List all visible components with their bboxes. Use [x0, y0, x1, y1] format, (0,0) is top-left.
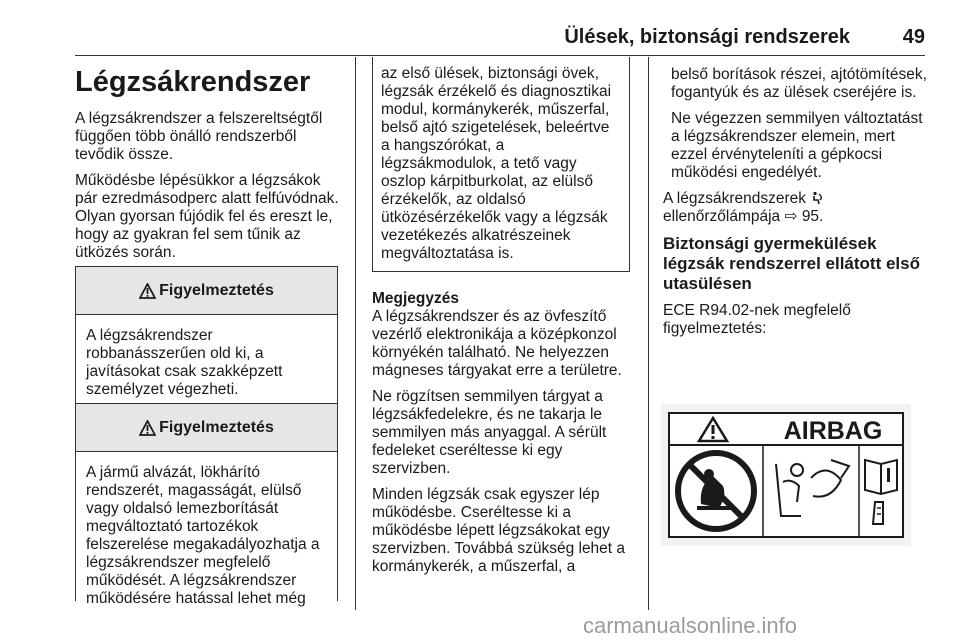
column-3-text	[663, 66, 927, 346]
column-1-text	[75, 110, 341, 270]
airbag-warning-label	[661, 404, 911, 546]
ece-text: ECE R94.02-nek megfelelő figyelmeztetés:	[663, 302, 851, 337]
column-divider-2	[648, 57, 649, 610]
lamp-text: A légzsákrendszerek	[663, 190, 807, 207]
warning-triangle-icon	[139, 420, 156, 436]
page-header	[75, 20, 925, 56]
warning-text: A jármű alvázát, lökhárító rendszerét, magasságát, elülső vagy oldalsó lemezborítását megváltoztató tartozékok felszerelése megakadályozhatja a légzsákrendszer megfelelő működését. A légzsákrendszer működésére hatással lehet még	[86, 464, 320, 607]
watermark: carmanualsonline.info	[583, 613, 798, 638]
intro-paragraph: A légzsákrendszer a felszereltségtől függően több önálló rendszerből tevődik össze.	[75, 110, 323, 163]
airbag-seat-icon	[810, 191, 824, 205]
warning-title: Figyelmeztetés	[159, 418, 274, 436]
warning-continuation-box	[372, 57, 630, 272]
warning-box-1	[75, 266, 338, 408]
note-title: Megjegyzés	[372, 290, 460, 307]
warning-triangle-icon	[139, 283, 156, 299]
lamp-text-2: ellenőrzőlámpája	[663, 208, 781, 225]
modification-paragraph: Ne végezzen semmilyen változtatást a légzsákrendszer elemein, mert ezzel érvényteleníti a gépkocsi működési engedélyét.	[671, 110, 923, 181]
page-number: 49	[902, 26, 925, 48]
page-ref-arrow-icon: ⇨	[784, 208, 798, 225]
lamp-page-ref[interactable]: 95.	[801, 208, 824, 225]
warning-lamp-paragraph	[663, 190, 927, 226]
warning-header	[76, 404, 337, 452]
warning-text: A légzsákrendszer robbanásszerűen old ki, a javításokat csak szakképzett személyzet végezheti.	[86, 327, 283, 398]
column-divider-1	[355, 57, 356, 610]
warning-header	[76, 267, 337, 315]
column-2-text	[372, 290, 634, 584]
cover-paragraph: Ne rögzítsen semmilyen tárgyat a légzsákfedelekre, és ne takarja le semmilyen más anyaggal. A sérült fedeleket cseréltesse ki egy szervizben.	[372, 388, 607, 477]
airbag-label-text: AIRBAG	[783, 417, 883, 445]
replacement-paragraph: Minden légzsák csak egyszer lép működésbe. Cseréltesse ki a működésbe lépett légzsákokat egy szervizben. Továbbá szükség lehet a kormánykerék, a műszerfal, a	[372, 486, 626, 575]
header-rule	[75, 55, 925, 56]
header-title: Ülések, biztonsági rendszerek	[564, 26, 850, 48]
section-title: Légzsákrendszer	[75, 66, 311, 98]
note-text: A légzsákrendszer és az övfeszítő vezérlő elektronikája a középkonzol környékén található. Ne helyezzen mágneses tárgyakat erre a területre.	[372, 308, 622, 379]
warning-box-2	[75, 403, 338, 607]
warning-continuation-text: az első ülések, biztonsági övek, légzsák érzékelő és diagnosztikai modul, kormánykerék, műszerfal, belső ajtó szigetelések, beleértve a hangszórókat, a légzsákmodulok, a tető vagy oszlop kárpitburkolat, az elülső érzékelők, az oldalsó ütközésérzékelők vagy a légzsák vezetékezés alkatrészeinek megváltoztatása is.	[381, 65, 612, 262]
inflation-paragraph: Működésbe lépésükkor a légzsákok pár ezredmásodperc alatt felfúvódnak. Olyan gyorsan fújódik fel és ereszt le, hogy az gyakran fel sem tűnik az ütközés során.	[75, 172, 339, 261]
warning-title: Figyelmeztetés	[159, 281, 274, 299]
continuation-text: belső borítások részei, ajtótömítések, fogantyúk és az ülések cseréjére is.	[671, 66, 927, 101]
child-seat-subheading: Biztonsági gyermekülések légzsák rendszerrel ellátott első utasülésen	[663, 234, 920, 293]
